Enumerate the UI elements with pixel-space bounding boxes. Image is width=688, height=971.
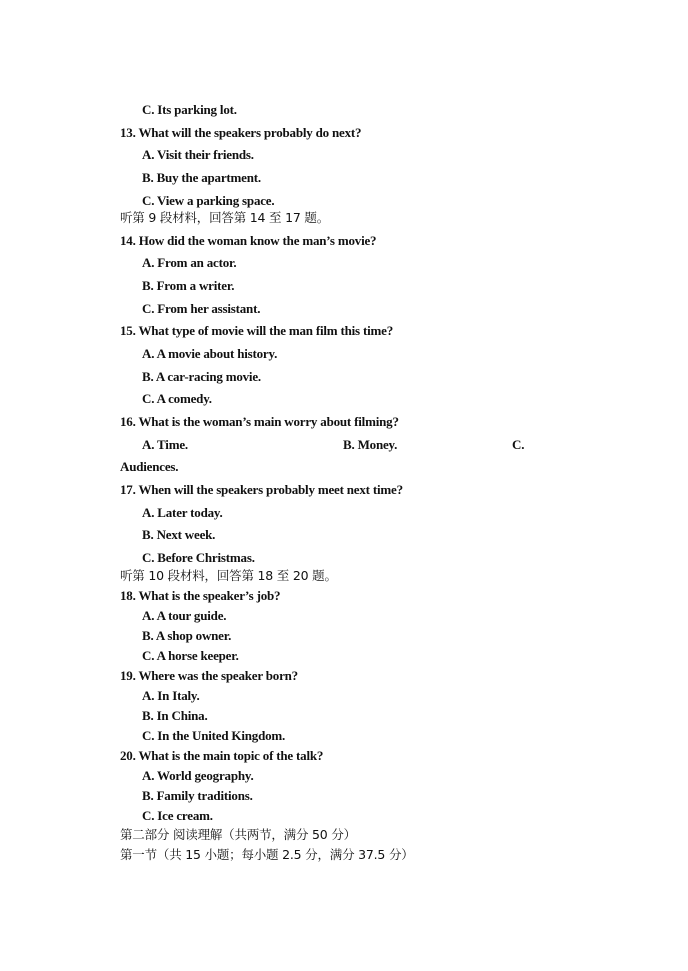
question-20: 20. What is the main topic of the talk? (120, 748, 324, 763)
option-16c-text: Audiences. (120, 459, 179, 474)
option-14b: B. From a writer. (142, 278, 235, 293)
option-14c: C. From her assistant. (142, 301, 261, 316)
question-19: 19. Where was the speaker born? (120, 668, 298, 683)
section-one-heading: 第一节（共 15 小题；每小题 2.5 分，满分 37.5 分） (120, 847, 414, 862)
option-19a: A. In Italy. (142, 688, 200, 703)
option-20b: B. Family traditions. (142, 788, 253, 803)
option-20a: A. World geography. (142, 768, 254, 783)
option-19b: B. In China. (142, 708, 208, 723)
option-18a: A. A tour guide. (142, 608, 227, 623)
option-13b: B. Buy the apartment. (142, 170, 261, 185)
option-13c: C. View a parking space. (142, 193, 275, 208)
option-17b: B. Next week. (142, 527, 216, 542)
option-12c: C. Its parking lot. (142, 102, 237, 117)
question-13: 13. What will the speakers probably do next? (120, 125, 362, 140)
option-14a: A. From an actor. (142, 255, 237, 270)
part-two-heading: 第二部分 阅读理解（共两节，满分 50 分） (120, 827, 356, 842)
question-17: 17. When will the speakers probably meet next time? (120, 482, 403, 497)
option-19c: C. In the United Kingdom. (142, 728, 286, 743)
option-20c: C. Ice cream. (142, 808, 213, 823)
option-17a: A. Later today. (142, 505, 223, 520)
section-instruction-9: 听第 9 段材料，回答第 14 至 17 题。 (120, 210, 330, 225)
option-16b: B. Money. (343, 437, 398, 452)
question-14: 14. How did the woman know the man’s movie? (120, 233, 377, 248)
question-16: 16. What is the woman’s main worry about filming? (120, 414, 399, 429)
question-15: 15. What type of movie will the man film this time? (120, 323, 394, 338)
question-18: 18. What is the speaker’s job? (120, 588, 281, 603)
option-15b: B. A car-racing movie. (142, 369, 261, 384)
option-16a: A. Time. (142, 437, 188, 452)
option-16c-label: C. (512, 437, 525, 452)
option-18c: C. A horse keeper. (142, 648, 239, 663)
option-13a: A. Visit their friends. (142, 147, 254, 162)
option-17c: C. Before Christmas. (142, 550, 255, 565)
section-instruction-10: 听第 10 段材料，回答第 18 至 20 题。 (120, 568, 337, 583)
option-15a: A. A movie about history. (142, 346, 278, 361)
option-15c: C. A comedy. (142, 391, 212, 406)
options-16-row (0, 437, 688, 453)
option-18b: B. A shop owner. (142, 628, 232, 643)
